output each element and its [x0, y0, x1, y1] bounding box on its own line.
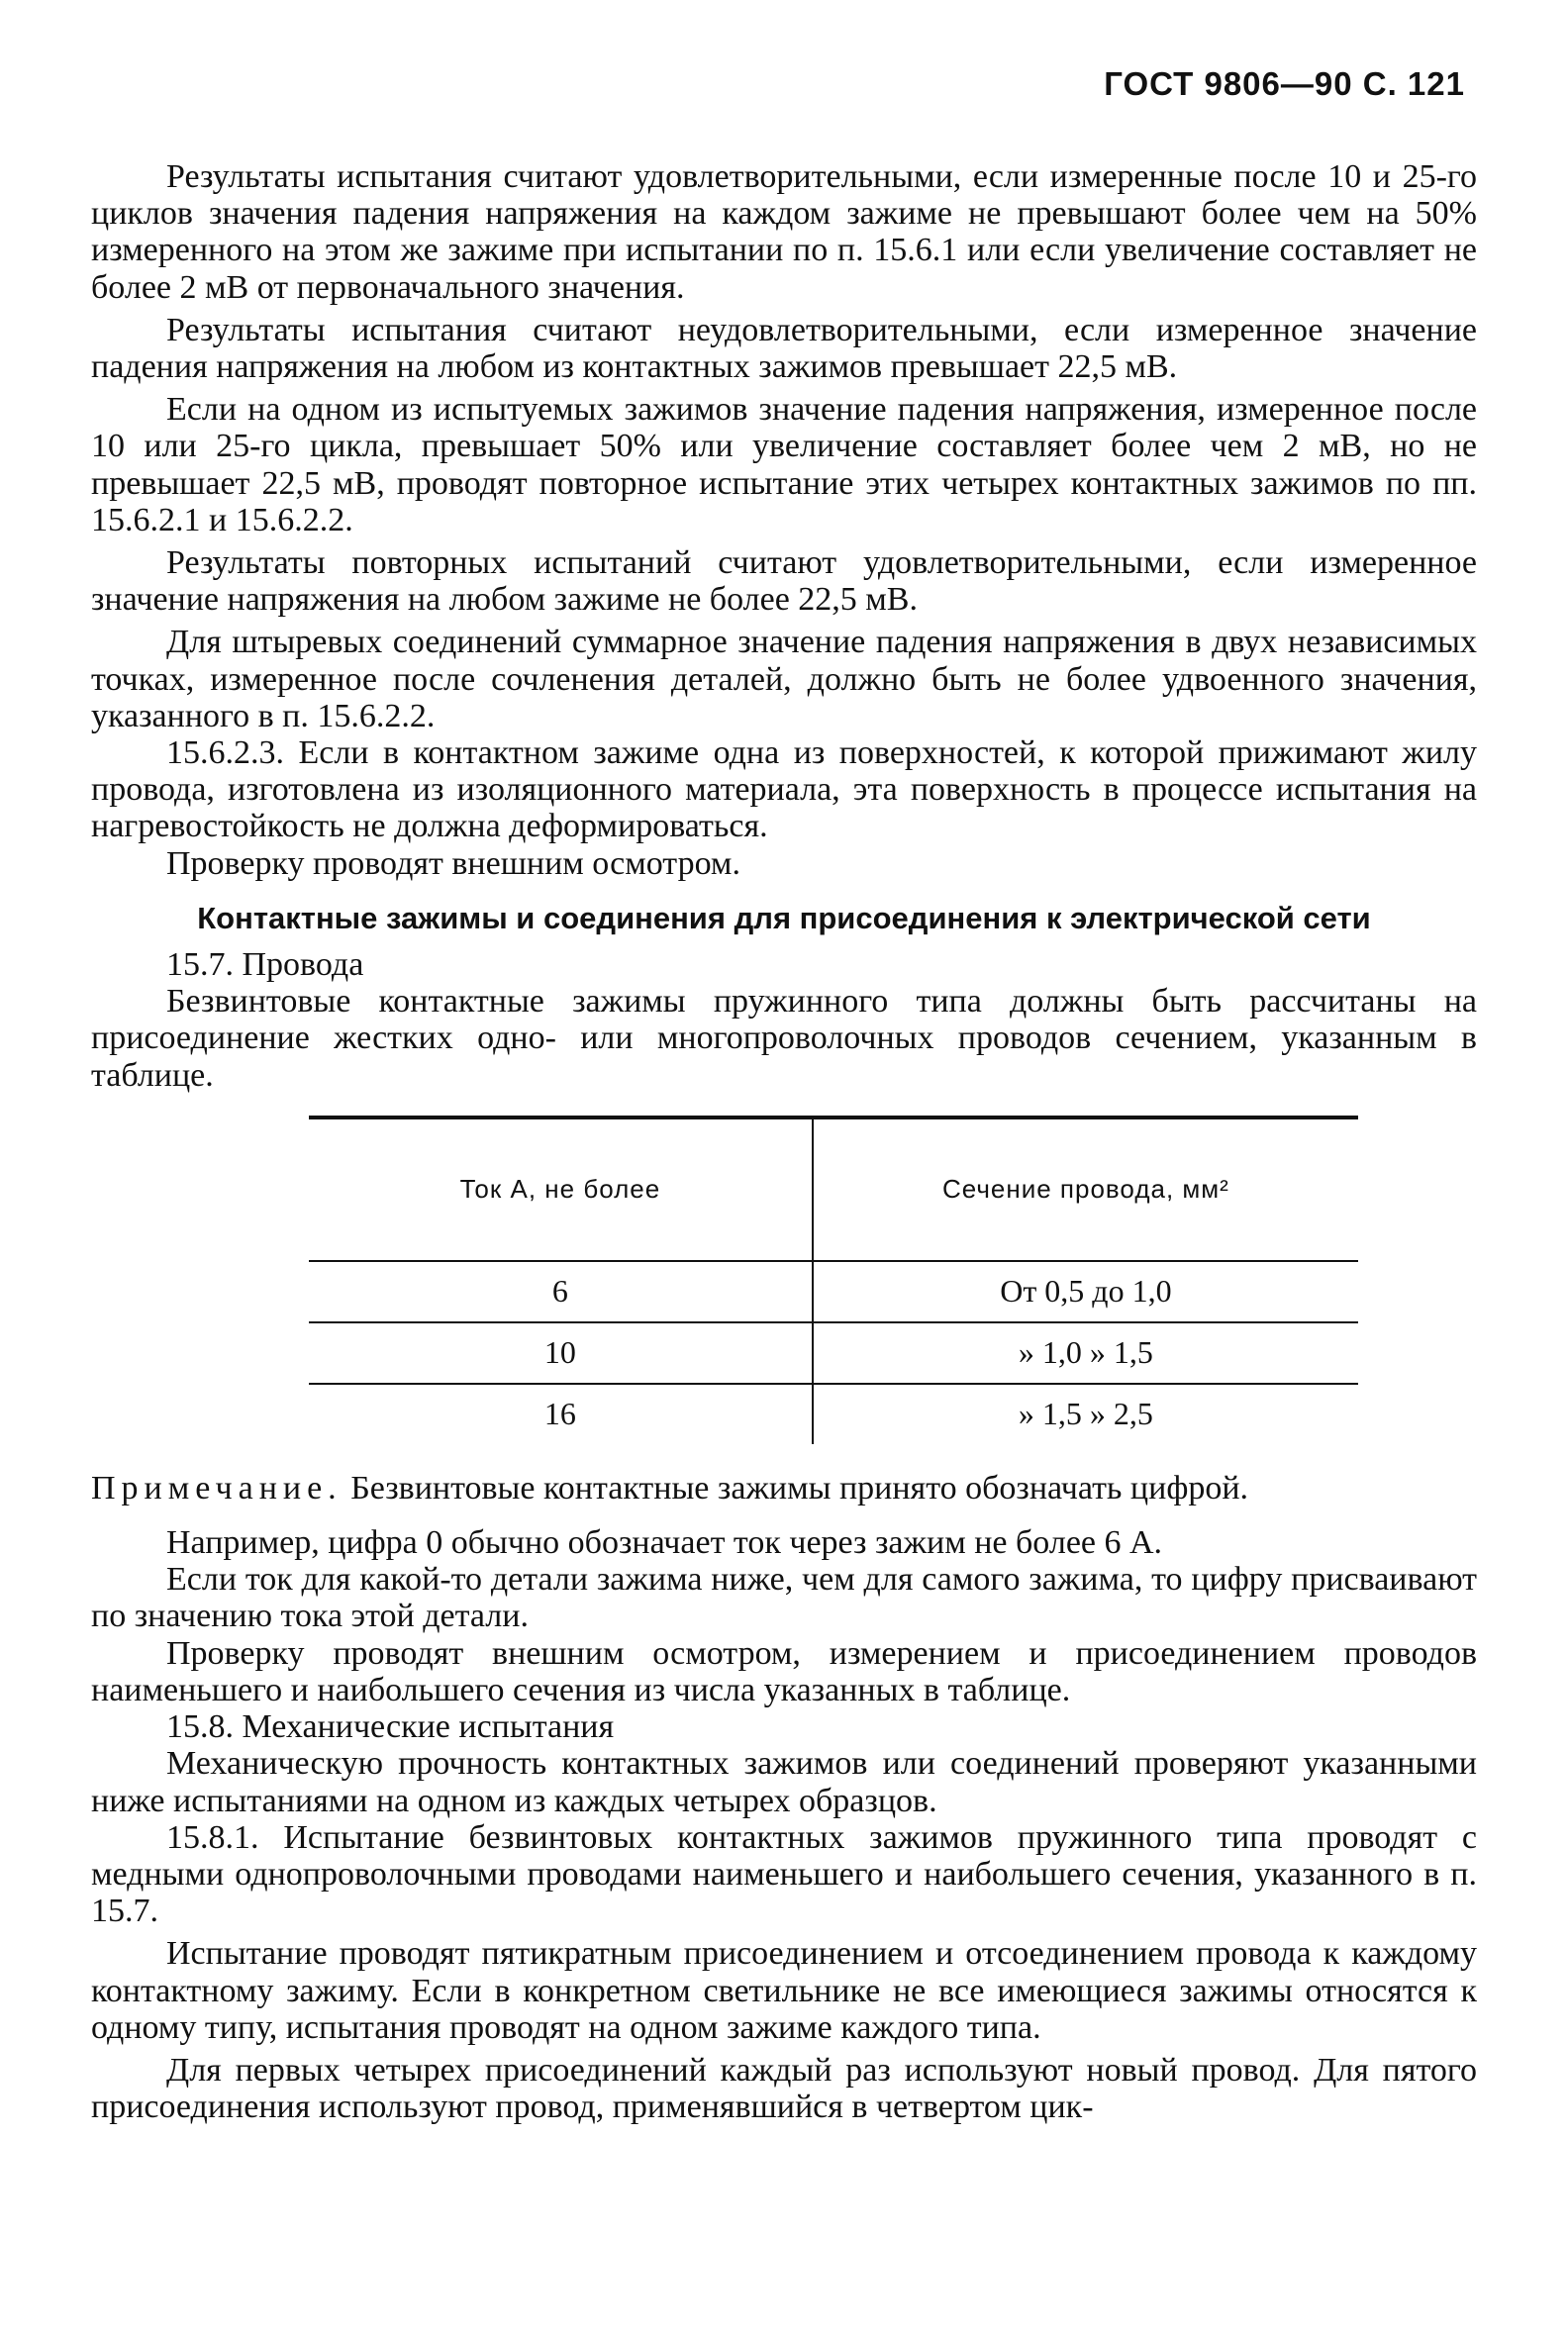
table-row — [309, 1322, 1358, 1384]
paragraph: Проверку проводят внешним осмотром. — [166, 844, 740, 882]
paragraph: Если ток для какой-то детали зажима ниже, чем для самого зажима, то цифру присваивают по значению тока этой детали. — [91, 1561, 1477, 1635]
paragraph: Результаты испытания считают неудовлетворительными, если измеренное значение падения напряжения на любом из контактных зажимов превышает 22,5 мВ. — [91, 311, 1477, 386]
note — [91, 1470, 1477, 1507]
table-cell-section: От 0,5 до 1,0 — [813, 1261, 1358, 1322]
document-body — [91, 158, 1477, 2125]
table-header-row — [309, 1118, 1358, 1261]
table-header-current: Ток А, не более — [309, 1118, 813, 1261]
note-label: Примечание. — [91, 1469, 343, 1507]
table-cell-section: » 1,0 » 1,5 — [813, 1322, 1358, 1384]
section-heading: Контактные зажимы и соединения для присоединения к электрической сети — [197, 900, 1371, 935]
paragraph: Испытание проводят пятикратным присоединением и отсоединением провода к каждому контактному зажиму. Если в конкретном светильнике не все имеющиеся зажимы относятся к одному типу, испытания проводят на одном зажиме каждого типа. — [91, 1935, 1477, 2046]
table-cell-current: 10 — [309, 1322, 813, 1384]
table-row — [309, 1261, 1358, 1322]
table-cell-current: 16 — [309, 1384, 813, 1444]
clause-15-8-title: 15.8. Механические испытания — [166, 1708, 615, 1746]
table-header-section: Сечение провода, мм² — [813, 1118, 1358, 1261]
clause-15-7-title: 15.7. Провода — [166, 946, 364, 984]
paragraph: Проверку проводят внешним осмотром, измерением и присоединением проводов наименьшего и наибольшего сечения из числа указанных в таблице. — [91, 1634, 1477, 1708]
paragraph: 15.6.2.3. Если в контактном зажиме одна из поверхностей, к которой прижимают жилу провода, изготовлена из изоляционного материала, эта поверхность в процессе испытания на нагревостойкость не должна деформироваться. — [91, 734, 1477, 845]
wire-section-table — [309, 1116, 1358, 1444]
paragraph: Механическую прочность контактных зажимов или соединений проверяют указанными ниже испытаниями на одном из каждых четырех образцов. — [91, 1745, 1477, 1819]
note-text: Безвинтовые контактные зажимы принято обозначать цифрой. — [350, 1469, 1249, 1507]
page-header: ГОСТ 9806—90 С. 121 — [1104, 65, 1465, 102]
paragraph: Для первых четырех присоединений каждый раз используют новый провод. Для пятого присоединения используют провод, применявшийся в четвертом цик- — [91, 2051, 1477, 2126]
table-cell-current: 6 — [309, 1261, 813, 1322]
paragraph: Безвинтовые контактные зажимы пружинного типа должны быть рассчитаны на присоединение жестких одно- или многопроволочных проводов сечением, указанным в таблице. — [91, 983, 1477, 1094]
paragraph: Результаты повторных испытаний считают удовлетворительными, если измеренное значение напряжения на любом зажиме не более 22,5 мВ. — [91, 544, 1477, 619]
paragraph: Например, цифра 0 обычно обозначает ток через зажим не более 6 А. — [166, 1524, 1163, 1562]
paragraph: 15.8.1. Испытание безвинтовых контактных зажимов пружинного типа проводят с медными однопроволочными проводами наименьшего и наибольшего сечения, указанного в п. 15.7. — [91, 1818, 1477, 1930]
paragraph: Результаты испытания считают удовлетворительными, если измеренные после 10 и 25-го циклов значения падения напряжения на каждом зажиме не превышают более чем на 50% измеренного на этом же зажиме при испытании по п. 15.6.1 или если увеличение составляет не более 2 мВ от первоначального значения. — [91, 158, 1477, 306]
table-cell-section: » 1,5 » 2,5 — [1018, 1396, 1153, 1432]
table-row — [309, 1384, 1358, 1444]
paragraph: Для штыревых соединений суммарное значение падения напряжения в двух независимых точках, измеренное после сочленения деталей, должно быть не более удвоенного значения, указанного в п. 15.6.2.2. — [91, 624, 1477, 734]
paragraph: Если на одном из испытуемых зажимов значение падения напряжения, измеренное после 10 или 25-го цикла, превышает 50% или увеличение составляет более чем 2 мВ, но не превышает 22,5 мВ, проводят повторное испытание этих четырех контактных зажимов по пп. 15.6.2.1 и 15.6.2.2. — [91, 391, 1477, 538]
